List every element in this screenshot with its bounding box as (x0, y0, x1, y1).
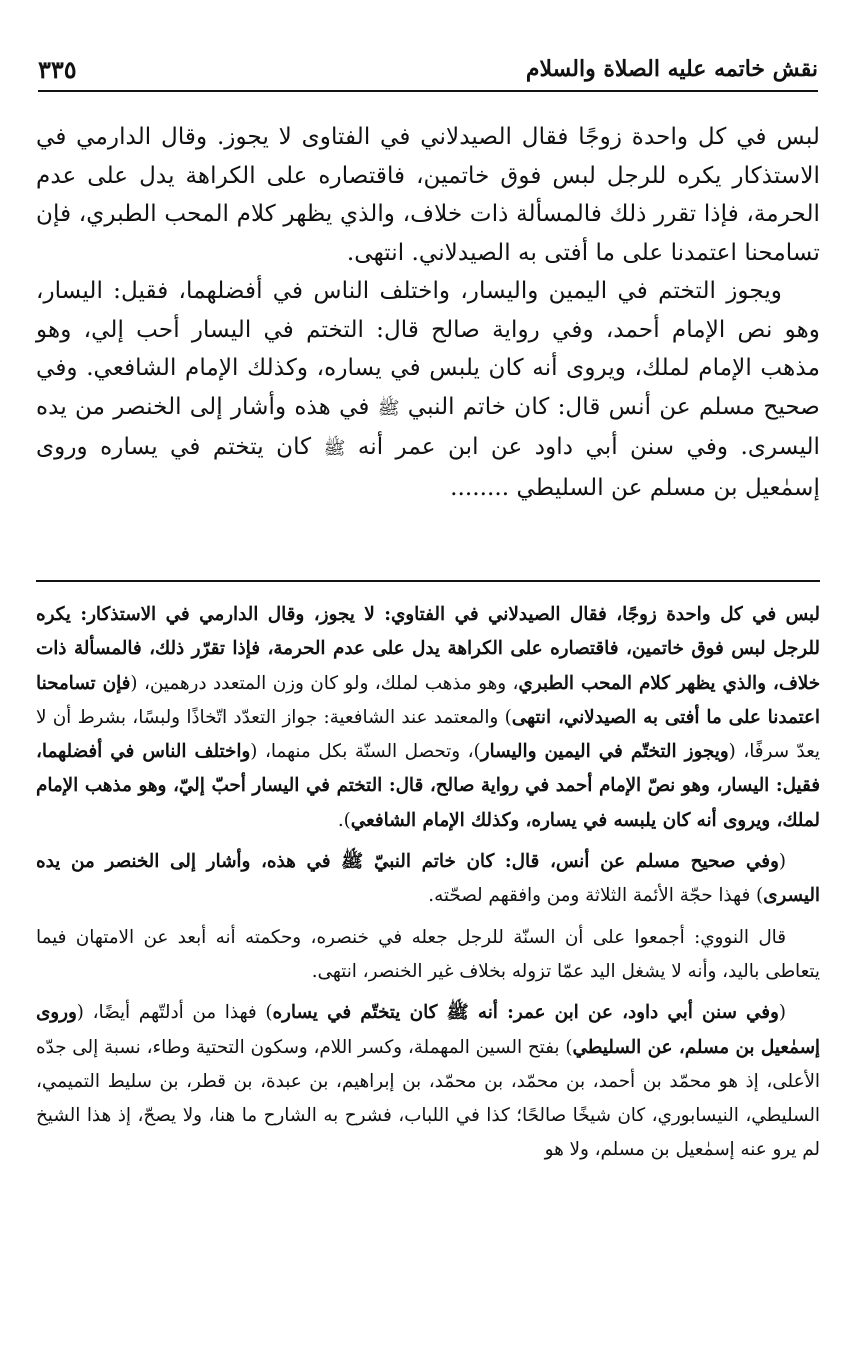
quoted-text: وفي صحيح مسلم عن أنس، قال: كان خاتم النبيّ ﷺ في هذه، وأشار إلى الخنصر من يده اليسرى (36, 851, 820, 907)
quoted-text: ويجوز التختّم في اليمين واليسار (480, 741, 729, 763)
main-text (36, 118, 820, 507)
quoted-text: فإن تسامحنا اعتمدنا على ما أفتى به الصيدلاني، انتهى (36, 672, 820, 728)
quoted-text: وروى إسمٰعيل بن مسلم، عن السليطي (36, 1002, 820, 1058)
commentary-text: ( (778, 851, 786, 873)
commentary-paragraph-1 (36, 598, 820, 838)
page-header (38, 48, 818, 92)
page-number: ٣٣٥ (38, 54, 77, 84)
main-paragraph-2-part-2: في هذه وأشار إلى الخنصر من يده اليسرى. وفي سنن أبي داود عن ابن عمر أنه (36, 392, 821, 460)
pbuh-glyph: ﷺ (323, 438, 346, 459)
main-paragraph-1: لبس في كل واحدة زوجًا فقال الصيدلاني في الفتاوى لا يجوز. وقال الدارمي في الاستذكار يكره للرجل لبس فوق خاتمين، فاقتصاره على الكراهة يدل على عدم الحرمة، فإذا تقرر ذلك فالمسألة ذات خلاف، والذي يظهر كلام المحب الطبري، فإن تسامحنا اعتمدنا على ما أفتى به الصيدلاني. انتهى. (36, 123, 820, 266)
commentary (36, 598, 820, 1168)
main-paragraph-2 (36, 272, 820, 507)
quoted-text: لبس في كل واحدة زوجًا، فقال الصيدلاني في الفتاوي: لا يجوز، وقال الدارمي في الاستذكار: يكره للرجل لبس فوق خاتمين، فاقتصاره على الكراهة يدل على عدم الحرمة، فإذا تقرّر ذلك، فالمسألة ذات خلاف، والذي يظهر كلام المحب الطبري (36, 604, 820, 694)
commentary-text: ) فهذا من أدلتّهم أيضًا، ( (76, 1002, 273, 1024)
quoted-text: وفي سنن أبي داود، عن ابن عمر: أنه ﷺ كان يتختّم في يساره (272, 1002, 779, 1024)
commentary-text: ) فهذا حجّة الأئمة الثلاثة ومن وافقهم لصحّته. (428, 885, 764, 907)
commentary-paragraph-3: قال النووي: أجمعوا على أن السنّة للرجل جعله في خنصره، وحكمته أنه أبعد عن الامتهان فيما يتعاطى باليد، وأنه لا يشغل اليد عمّا تزوله بخلاف غير الخنصر، انتهى. (36, 926, 820, 982)
commentary-text: ) والمعتمد عند الشافعية: جواز التعدّد اتّخاذًا ولبسًا، بشرط أن لا يعدّ سرفًا، ( (36, 706, 821, 763)
main-paragraph-2-part-3: كان يتختم في يساره وروى إسمٰعيل بن مسلم عن السليطي ........ (36, 433, 820, 501)
pbuh-glyph: ﷺ (377, 397, 400, 419)
commentary-paragraph-2 (36, 845, 820, 914)
main-paragraph-2-part-1: ويجوز التختم في اليمين واليسار، واختلف الناس في أفضلهما، فقيل: اليسار، وهو نص الإمام أحمد، وفي رواية صالح قال: التختم في اليسار أحب إلي، وهو مذهب الإمام لملك، ويروى أنه كان يلبس في يساره، وكذلك الإمام الشافعي. وفي صحيح مسلم عن أنس قال: كان خاتم النبي (36, 277, 820, 420)
commentary-paragraph-4 (36, 996, 820, 1167)
commentary-text: ) بفتح السين المهملة، وكسر اللام، وسكون التحتية وطاء، نسبة إلى جدّه الأعلى، إذ هو محمّد بن أحمد، بن محمّد، بن محمّد، بن إبراهيم، بن عبدة، بن قطر، بن سليط التميمي، السليطي، النيسابوري، كان شيخًا صالحًا؛ كذا في اللباب، فشرح به الشارح ما هنا، ولا يصحّ، إذ هذا الشيخ لم يرو عنه إسمٰعيل بن مسلم، ولا هو (36, 1036, 820, 1161)
commentary-text: ( (778, 1002, 786, 1024)
commentary-text: )، وتحصل السنّة بكل منهما، ( (250, 741, 481, 763)
commentary-text: ). (337, 809, 351, 831)
commentary-text: ، وهو مذهب لملك، ولو كان وزن المتعدد درهمين، ( (130, 672, 519, 694)
separator-line (36, 580, 820, 582)
quoted-text: واختلف الناس في أفضلهما، فقيل: اليسار، وهو نصّ الإمام أحمد في رواية صالح، قال: التختم في اليسار أحبّ إليّ، وهو مذهب الإمام لملك، ويروى أنه كان يلبسه في يساره، وكذلك الإمام الشافعي (36, 741, 820, 831)
running-title: نقش خاتمه عليه الصلاة والسلام (525, 56, 818, 82)
